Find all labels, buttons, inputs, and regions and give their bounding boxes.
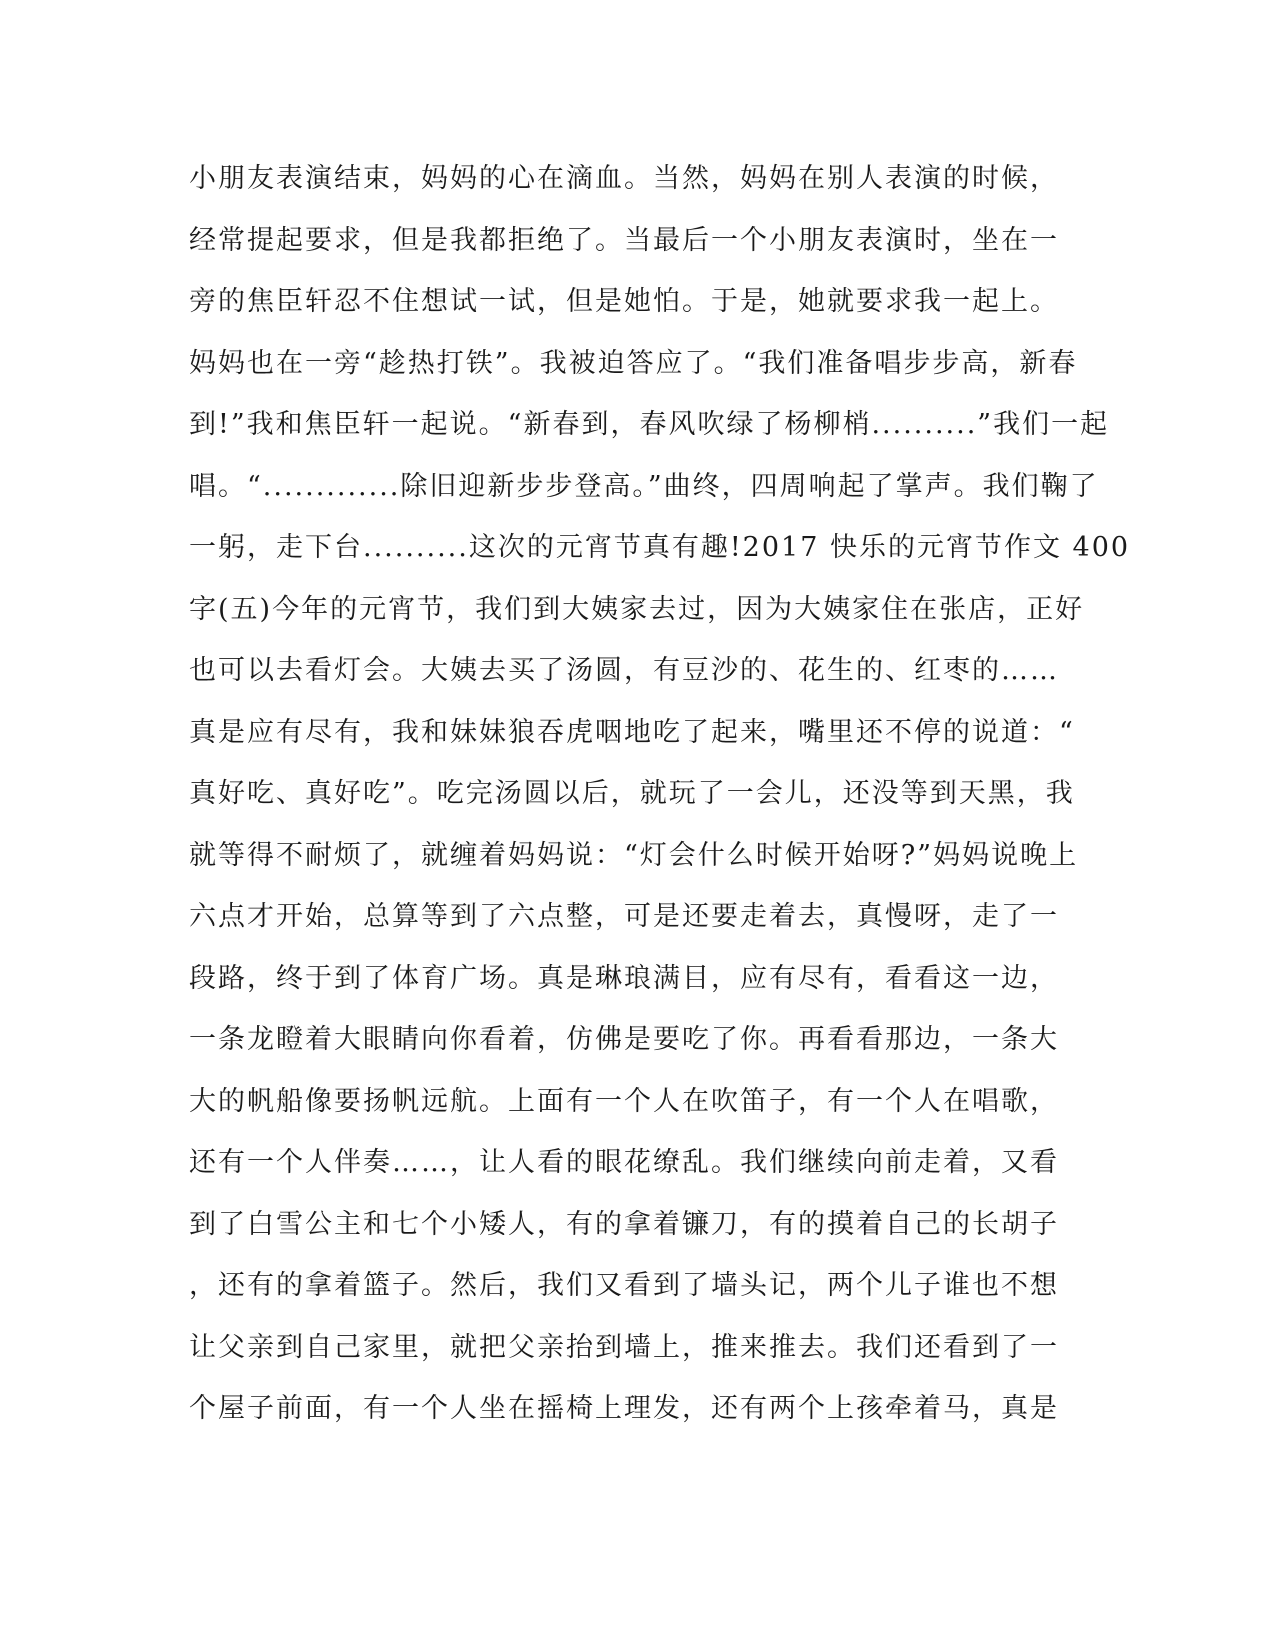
text-line: 到!”我和焦臣轩一起说。“新春到，春风吹绿了杨柳梢..........”我们一起 (189, 409, 1110, 440)
text-line: 小朋友表演结束，妈妈的心在滴血。当然，妈妈在别人表演的时候， (189, 163, 1059, 194)
text-line: 就等得不耐烦了，就缠着妈妈说：“灯会什么时候开始呀?”妈妈说晚上 (189, 839, 1079, 871)
text-line: ，还有的拿着篮子。然后，我们又看到了墙头记，两个儿子谁也不想 (189, 1270, 1059, 1301)
text-line: 个屋子前面，有一个人坐在摇椅上理发，还有两个上孩牵着马，真是 (189, 1393, 1059, 1424)
text-line: 还有一个人伴奏……，让人看的眼花缭乱。我们继续向前走着，又看 (189, 1147, 1059, 1178)
text-line: 一条龙瞪着大眼睛向你看着，仿佛是要吃了你。再看看那边，一条大 (189, 1024, 1059, 1055)
text-line: 经常提起要求，但是我都拒绝了。当最后一个小朋友表演时，坐在一 (189, 224, 1059, 256)
text-line: 一躬，走下台..........这次的元宵节真有趣!2017 快乐的元宵节作文 400 (189, 532, 1131, 563)
text-line: 真好吃、真好吃”。吃完汤圆以后，就玩了一会儿，还没等到天黑，我 (189, 778, 1075, 809)
text-line: 真是应有尽有，我和妹妹狼吞虎咽地吃了起来，嘴里还不停的说道：“ (189, 716, 1075, 748)
text-line: 到了白雪公主和七个小矮人，有的拿着镰刀，有的摸着自己的长胡子 (189, 1208, 1059, 1240)
text-line: 大的帆船像要扬帆远航。上面有一个人在吹笛子，有一个人在唱歌， (189, 1085, 1059, 1117)
text-line: 段路，终于到了体育广场。真是琳琅满目，应有尽有，看看这一边， (189, 962, 1059, 994)
text-line: 唱。“.............除旧迎新步步登高。”曲终，四周响起了掌声。我们鞠了 (189, 470, 1099, 502)
text-line: 字(五)今年的元宵节，我们到大姨家去过，因为大姨家住在张店，正好 (189, 593, 1085, 625)
text-line: 妈妈也在一旁“趁热打铁”。我被迫答应了。“我们准备唱步步高，新春 (189, 347, 1078, 379)
text-line: 旁的焦臣轩忍不住想试一试，但是她怕。于是，她就要求我一起上。 (189, 286, 1059, 317)
text-line: 也可以去看灯会。大姨去买了汤圆，有豆沙的、花生的、红枣的…… (189, 655, 1059, 686)
text-line: 六点才开始，总算等到了六点整，可是还要走着去，真慢呀，走了一 (189, 901, 1059, 932)
text-line: 让父亲到自己家里，就把父亲抬到墙上，推来推去。我们还看到了一 (189, 1331, 1059, 1363)
body-text (189, 156, 1131, 1448)
